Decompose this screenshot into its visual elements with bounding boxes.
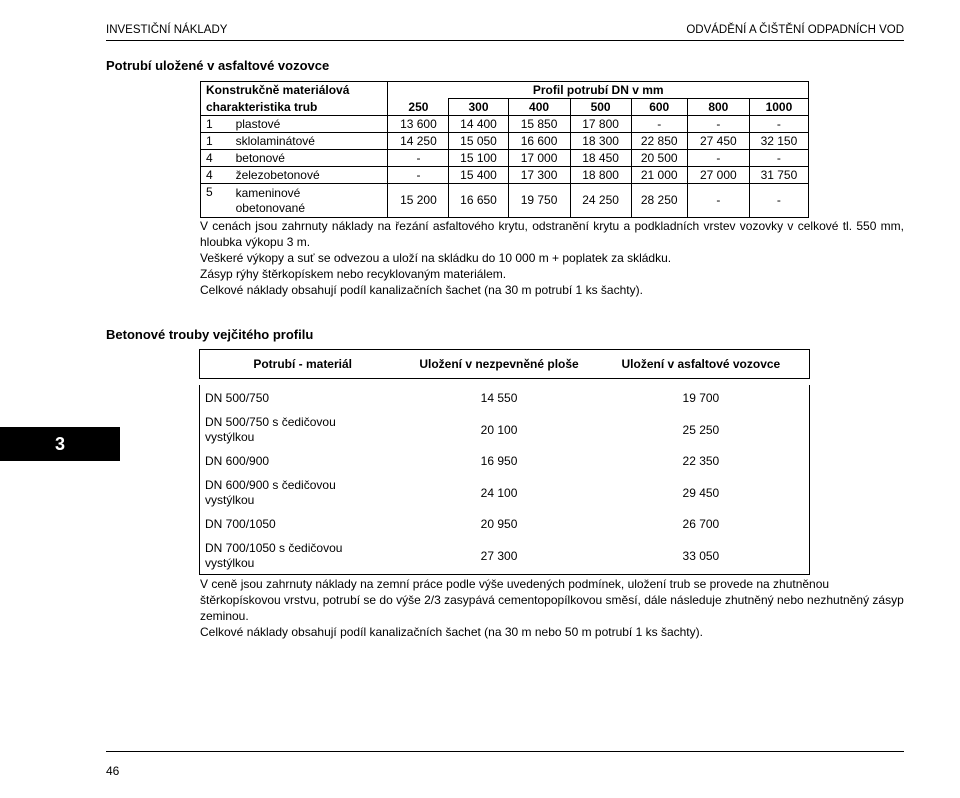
row-material-line-1: DN 600/900 s čedičovou bbox=[205, 478, 336, 492]
price-cell: - bbox=[631, 116, 687, 133]
row-material-line-2: vystýlkou bbox=[205, 556, 255, 570]
row-material-line-1: DN 500/750 s čedičovou bbox=[205, 415, 336, 429]
table-row bbox=[200, 538, 810, 575]
price-asphalt: 19 700 bbox=[593, 385, 810, 412]
price-unpaved: 14 550 bbox=[480, 391, 518, 405]
table-row bbox=[201, 116, 809, 133]
price-cell: 16 650 bbox=[449, 184, 508, 218]
row-material: plastové bbox=[236, 116, 388, 133]
dn-header: 800 bbox=[687, 99, 749, 116]
table-row bbox=[200, 475, 810, 511]
price-cell: 17 800 bbox=[570, 116, 631, 133]
price-asphalt: 26 700 bbox=[593, 511, 810, 538]
price-asphalt: 22 350 bbox=[593, 448, 810, 475]
caption-line-1: Konstrukčně materiálová bbox=[201, 82, 388, 99]
page-number: 46 bbox=[106, 764, 120, 778]
table-header-row bbox=[201, 82, 809, 99]
price-unpaved: 20 950 bbox=[480, 517, 518, 531]
price-cell: 14 400 bbox=[449, 116, 508, 133]
price-cell: 16 600 bbox=[508, 133, 570, 150]
chapter-tab: 3 bbox=[0, 427, 120, 461]
price-cell: 31 750 bbox=[749, 167, 808, 184]
price-cell: 18 800 bbox=[570, 167, 631, 184]
price-cell: 14 250 bbox=[388, 133, 449, 150]
price-cell: 27 450 bbox=[687, 133, 749, 150]
note-paragraph: Celkové náklady obsahují podíl kanalizačních šachet (na 30 m potrubí 1 ks šachty). bbox=[200, 283, 643, 297]
note-paragraph: V cenách jsou zahrnuty náklady na řezání asfaltového krytu, odstranění krytu a podkladních vrstev vozovky v celkové tl. 550 mm, hloubka výkopu 3 m. bbox=[200, 219, 904, 249]
section-title-egg-profile: Betonové trouby vejčitého profilu bbox=[106, 327, 314, 342]
asphalt-pipe-price-table bbox=[200, 81, 809, 218]
price-cell: 21 000 bbox=[631, 167, 687, 184]
dn-header: 400 bbox=[508, 99, 570, 116]
table-row bbox=[200, 412, 810, 448]
header-divider bbox=[106, 40, 904, 41]
price-cell: 17 000 bbox=[508, 150, 570, 167]
row-number: 1 bbox=[201, 133, 236, 150]
table-row bbox=[201, 133, 809, 150]
price-cell: - bbox=[687, 150, 749, 167]
price-cell: 18 450 bbox=[570, 150, 631, 167]
row-material bbox=[200, 475, 406, 511]
price-cell: 15 100 bbox=[449, 150, 508, 167]
price-cell: 20 500 bbox=[631, 150, 687, 167]
section2-notes bbox=[200, 576, 904, 640]
price-cell: - bbox=[687, 184, 749, 218]
price-cell: 32 150 bbox=[749, 133, 808, 150]
price-cell: 15 400 bbox=[449, 167, 508, 184]
price-unpaved: 27 300 bbox=[405, 538, 592, 575]
price-cell: - bbox=[388, 167, 449, 184]
price-unpaved: 20 100 bbox=[480, 422, 518, 437]
row-material: sklolaminátové bbox=[236, 133, 388, 150]
table-row bbox=[201, 184, 809, 218]
row-material: DN 700/1050 bbox=[200, 511, 406, 538]
table-row bbox=[201, 167, 809, 184]
dn-header: 1000 bbox=[749, 99, 808, 116]
price-cell: 13 600 bbox=[388, 116, 449, 133]
price-unpaved: 16 950 bbox=[480, 454, 518, 468]
row-material-line-2: vystýlkou bbox=[205, 430, 255, 444]
row-material-line-1: DN 700/1050 s čedičovou bbox=[205, 541, 343, 555]
table-row bbox=[200, 448, 810, 475]
row-number: 4 bbox=[201, 167, 236, 184]
row-number: 1 bbox=[201, 116, 236, 133]
price-cell: 15 850 bbox=[508, 116, 570, 133]
price-cell: 24 250 bbox=[570, 184, 631, 218]
note-paragraph: Zásyp rýhy štěrkopískem nebo recyklovaným materiálem. bbox=[200, 267, 507, 281]
table-row bbox=[201, 150, 809, 167]
price-cell: - bbox=[687, 116, 749, 133]
section-title-asphalt-pipes: Potrubí uložené v asfaltové vozovce bbox=[106, 58, 330, 73]
dn-header: 600 bbox=[631, 99, 687, 116]
price-cell: - bbox=[749, 150, 808, 167]
column-header-unpaved: Uložení v nezpevněné ploše bbox=[405, 350, 592, 379]
row-number: 4 bbox=[201, 150, 236, 167]
price-cell: 22 850 bbox=[631, 133, 687, 150]
row-material: DN 500/750 bbox=[200, 385, 406, 412]
price-cell: 15 050 bbox=[449, 133, 508, 150]
price-cell: 27 000 bbox=[687, 167, 749, 184]
footer-divider bbox=[106, 751, 904, 752]
price-cell: 17 300 bbox=[508, 167, 570, 184]
column-header-material: Potrubí - materiál bbox=[200, 350, 406, 379]
row-material-line-2: obetonované bbox=[235, 200, 305, 215]
note-paragraph: Veškeré výkopy a suť se odvezou a uloží na skládku do 10 000 m + poplatek za skládku. bbox=[200, 251, 672, 265]
note-paragraph: Celkové náklady obsahují podíl kanalizačních šachet (na 30 m nebo 50 m potrubí 1 ks šachty). bbox=[200, 625, 703, 639]
table-row bbox=[200, 511, 810, 538]
price-cell: - bbox=[388, 150, 449, 167]
header-left-title: INVESTIČNÍ NÁKLADY bbox=[106, 24, 228, 36]
table-header-row bbox=[200, 350, 810, 379]
section1-notes bbox=[200, 218, 904, 298]
header-right-title: ODVÁDĚNÍ A ČIŠTĚNÍ ODPADNÍCH VOD bbox=[686, 24, 904, 36]
row-material bbox=[200, 412, 406, 448]
caption-line-2: charakteristika trub bbox=[201, 99, 388, 116]
price-asphalt: 29 450 bbox=[593, 475, 810, 511]
row-material: železobetonové bbox=[236, 167, 388, 184]
dn-header: 300 bbox=[449, 99, 508, 116]
price-asphalt: 33 050 bbox=[593, 538, 810, 575]
row-material: betonové bbox=[236, 150, 388, 167]
row-material bbox=[236, 184, 388, 218]
price-cell: 18 300 bbox=[570, 133, 631, 150]
price-unpaved: 24 100 bbox=[480, 485, 518, 500]
dn-header: 250 bbox=[388, 99, 449, 116]
row-material-line-1: kameninové bbox=[235, 185, 301, 200]
row-material bbox=[200, 538, 406, 575]
row-number: 5 bbox=[201, 184, 236, 218]
price-cell: - bbox=[749, 184, 808, 218]
price-cell: 19 750 bbox=[508, 184, 570, 218]
price-asphalt: 25 250 bbox=[593, 412, 810, 448]
price-cell: 28 250 bbox=[631, 184, 687, 218]
dn-header: 500 bbox=[570, 99, 631, 116]
table-header-row bbox=[201, 99, 809, 116]
row-material: DN 600/900 bbox=[200, 448, 406, 475]
price-cell: 15 200 bbox=[388, 184, 449, 218]
profile-header: Profil potrubí DN v mm bbox=[388, 82, 809, 99]
note-paragraph: V ceně jsou zahrnuty náklady na zemní práce podle výše uvedených podmínek, uložení trub se provede na zhutněnou štěrkopískovou vrstvu, potrubí se do výše 2/3 zasypává cementopopílkovou směsí, dále následuje zhutněný nebo nezhutněný zásyp zeminou. bbox=[200, 577, 904, 623]
table-row bbox=[200, 385, 810, 412]
egg-profile-price-table bbox=[199, 349, 810, 575]
price-cell: - bbox=[749, 116, 808, 133]
column-header-asphalt: Uložení v asfaltové vozovce bbox=[593, 350, 810, 379]
row-material-line-2: vystýlkou bbox=[205, 493, 255, 507]
